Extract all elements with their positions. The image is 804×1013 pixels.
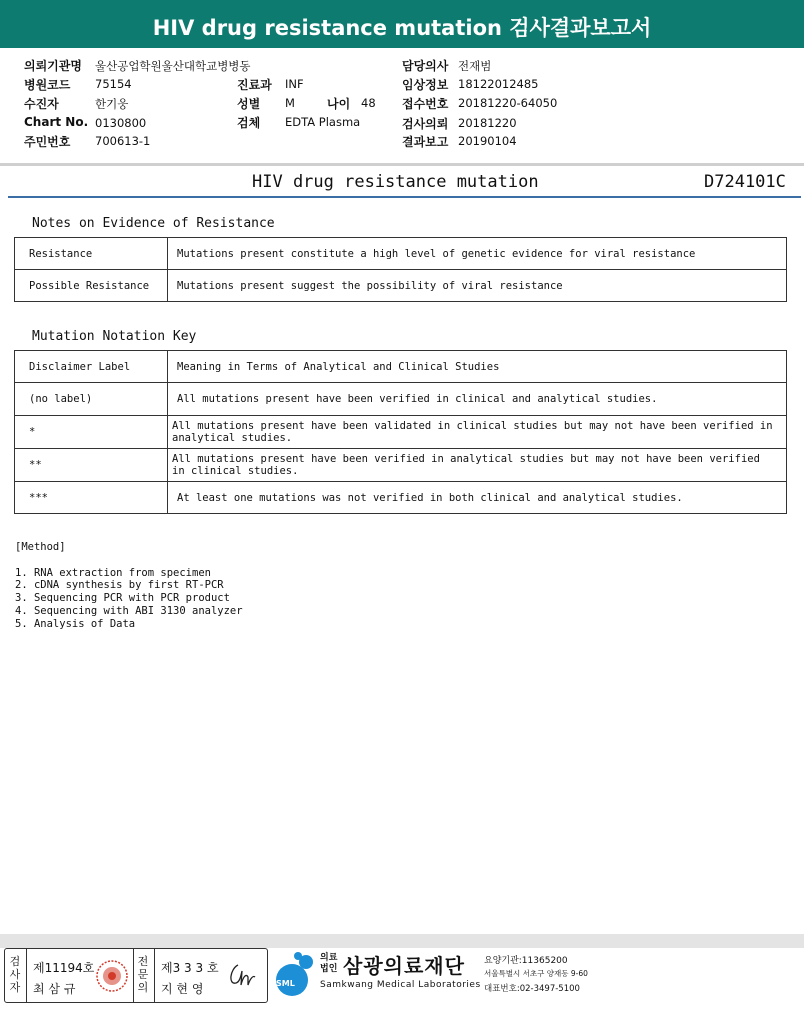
key-label-cell: (no label)	[15, 383, 168, 416]
clinical-info-label: 임상정보	[402, 78, 449, 92]
sml-logo-text: SML	[276, 979, 295, 988]
org-phone: 대표번호:02-3497-5100	[484, 984, 580, 994]
report-title: HIV drug resistance mutation 검사결과보고서	[152, 16, 652, 40]
document-code: D724101C	[704, 172, 786, 192]
stamp-divider	[154, 949, 155, 1002]
notes-table	[14, 237, 787, 302]
chart-no-value: 0130800	[95, 116, 147, 130]
patient-label: 수진자	[24, 97, 59, 111]
key-label-cell: *	[15, 416, 168, 449]
key-text-cell: All mutations present have been verified in analytical studies but may not have been verified in clinical studies.	[168, 449, 787, 482]
age-value: 48	[361, 96, 376, 110]
method-title: [Method]	[15, 541, 66, 553]
method-step: 5. Analysis of Data	[15, 618, 136, 630]
method-step: 3. Sequencing PCR with PCR product	[15, 592, 230, 604]
document-title: HIV drug resistance mutation	[252, 172, 539, 192]
sex-label: 성별	[237, 97, 261, 111]
key-label-cell: ***	[15, 482, 168, 514]
stamp-divider	[26, 949, 27, 1002]
key-label-cell: **	[15, 449, 168, 482]
table-row	[15, 238, 787, 270]
clinical-info-value: 18122012485	[458, 77, 539, 91]
title-underline	[8, 196, 801, 198]
method-step: 2. cDNA synthesis by first RT-PCR	[15, 579, 224, 591]
table-row	[15, 449, 787, 482]
doctor-value: 전재범	[458, 59, 492, 73]
institution-value: 울산공업학원울산대학교병병동	[95, 59, 251, 73]
sex-value: M	[285, 96, 295, 110]
accession-value: 20181220-64050	[458, 96, 558, 110]
signature-box	[4, 948, 268, 1003]
doctor-label: 담당의사	[402, 59, 449, 73]
sml-logo-icon	[272, 950, 318, 1000]
examiner-vertical-label: 검사자	[9, 955, 21, 994]
dept-value: INF	[285, 77, 304, 91]
header-divider	[0, 163, 804, 166]
key-section-title: Mutation Notation Key	[32, 329, 197, 344]
hospital-code-label: 병원코드	[24, 78, 71, 92]
specimen-label: 검체	[237, 116, 261, 130]
notes-text-cell: Mutations present constitute a high level of genetic evidence for viral resistance	[168, 238, 787, 270]
hospital-code-value: 75154	[95, 77, 132, 91]
key-text-cell: At least one mutations was not verified in both clinical and analytical studies.	[168, 482, 787, 514]
notes-label-cell: Resistance	[15, 238, 168, 270]
org-english-name: Samkwang Medical Laboratories	[320, 980, 481, 990]
dept-label: 진료과	[237, 78, 272, 92]
specimen-value: EDTA Plasma	[285, 115, 361, 129]
seal-icon	[93, 957, 131, 995]
table-row	[15, 416, 787, 449]
notes-text-cell: Mutations present suggest the possibility of viral resistance	[168, 270, 787, 302]
table-row	[15, 270, 787, 302]
specialist-license: 제3 3 3 호	[161, 961, 219, 975]
table-row	[15, 351, 787, 383]
patient-value: 한기웅	[95, 97, 129, 111]
notes-label-cell: Possible Resistance	[15, 270, 168, 302]
key-table	[14, 350, 787, 514]
care-code: 요양기관:11365200	[484, 956, 568, 966]
chart-no-label: Chart No.	[24, 115, 89, 129]
key-text-cell: Meaning in Terms of Analytical and Clinical Studies	[168, 351, 787, 383]
stamp-divider	[133, 949, 134, 1002]
method-step: 4. Sequencing with ABI 3130 analyzer	[15, 605, 243, 617]
method-step: 1. RNA extraction from specimen	[15, 567, 211, 579]
table-row	[15, 482, 787, 514]
institution-label: 의뢰기관명	[24, 59, 82, 73]
key-label-cell: Disclaimer Label	[15, 351, 168, 383]
specialist-vertical-label: 전문의	[137, 955, 149, 994]
age-label: 나이	[327, 97, 351, 111]
report-date-value: 20190104	[458, 134, 517, 148]
examiner-license: 제11194호	[33, 961, 95, 975]
org-type: 의료법인	[320, 953, 338, 974]
org-name: 삼광의료재단	[343, 954, 465, 978]
notes-section-title: Notes on Evidence of Resistance	[32, 216, 275, 231]
key-text-cell: All mutations present have been verified in clinical and analytical studies.	[168, 383, 787, 416]
resident-no-value: 700613-1	[95, 134, 151, 148]
request-date-value: 20181220	[458, 116, 517, 130]
specialist-name: 지 현 영	[161, 982, 204, 996]
footer-band	[0, 934, 804, 948]
org-address: 서울특별시 서초구 양재동 9-60	[484, 969, 588, 978]
key-text-cell: All mutations present have been validated in clinical studies but may not have been verified in analytical studies.	[168, 416, 787, 449]
resident-no-label: 주민번호	[24, 135, 71, 149]
signature-icon	[224, 959, 264, 993]
examiner-name: 최 삼 규	[33, 982, 76, 996]
accession-label: 접수번호	[402, 97, 449, 111]
request-date-label: 검사의뢰	[402, 117, 449, 131]
report-date-label: 결과보고	[402, 135, 449, 149]
table-row	[15, 383, 787, 416]
